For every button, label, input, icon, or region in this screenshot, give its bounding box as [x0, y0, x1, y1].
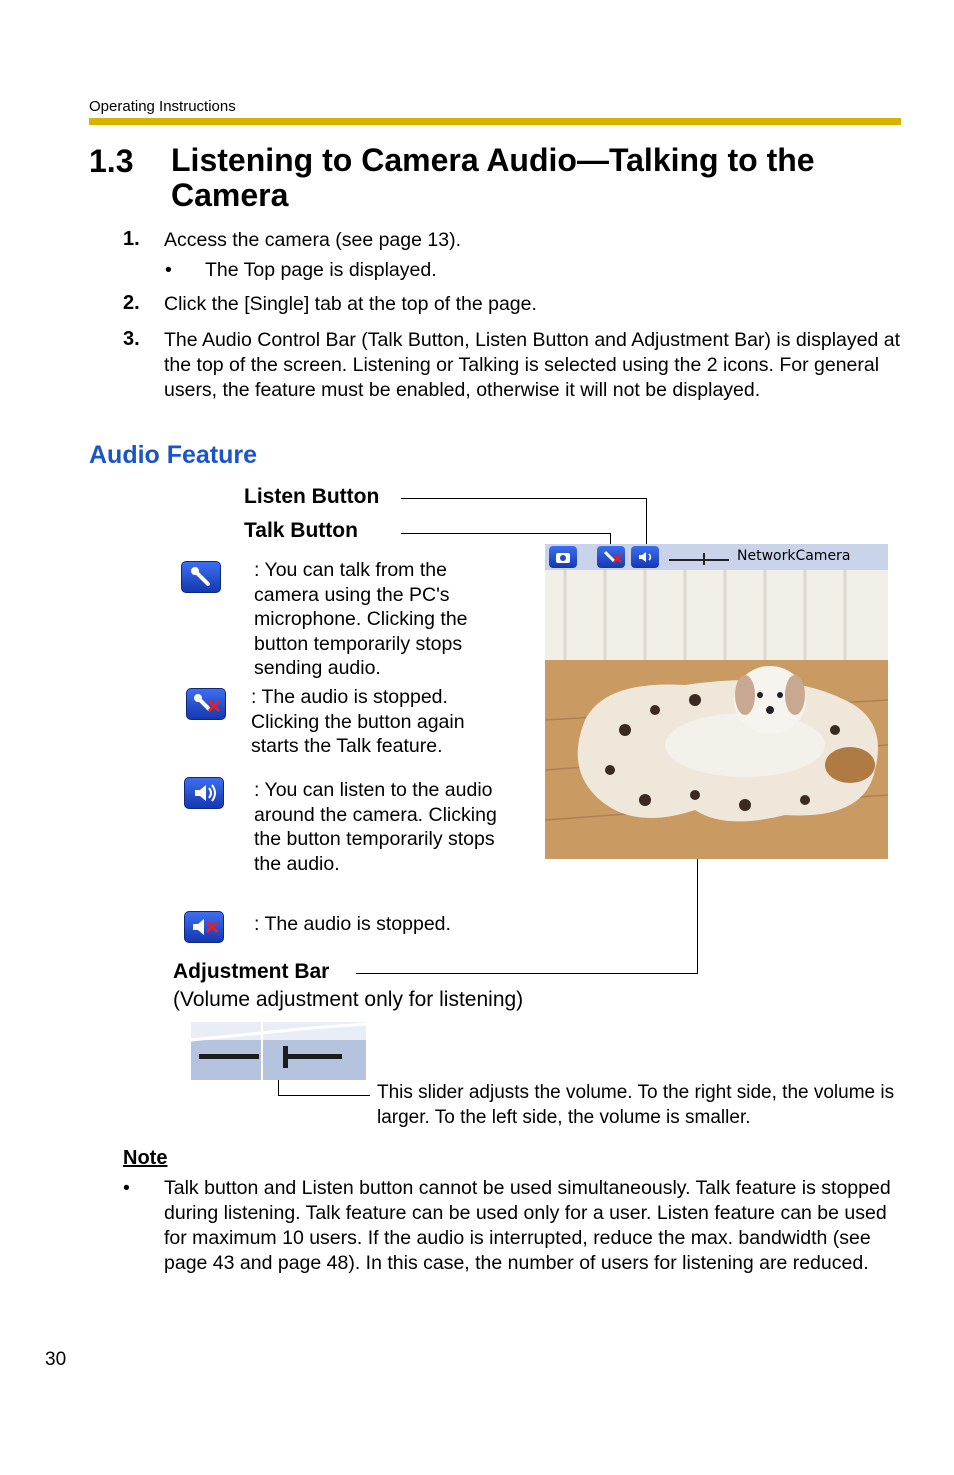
camera-icon[interactable] — [549, 546, 577, 568]
running-head: Operating Instructions — [89, 98, 236, 115]
slider-leader-v — [278, 1080, 279, 1095]
step-1-text: Access the camera (see page 13). — [164, 229, 461, 251]
listen-leader-v — [646, 498, 647, 546]
slider-leader-h — [278, 1095, 370, 1096]
note-bullet-mark: • — [123, 1177, 130, 1199]
header-rule — [89, 118, 901, 125]
listen-stopped-icon — [184, 911, 224, 943]
talk-button-label: Talk Button — [244, 519, 358, 542]
listen-button[interactable] — [631, 546, 659, 568]
audio-control-bar — [545, 544, 888, 570]
listen-stopped-desc: : The audio is stopped. — [254, 913, 451, 935]
adjustment-bar-sublabel: (Volume adjustment only for listening) — [173, 988, 524, 1011]
step-3-text: The Audio Control Bar (Talk Button, Listen Button and Adjustment Bar) is displayed at the top of the screen. Listening or Talking is selected using the 2 icons. For general users, the feature must be enabled, otherwise it will not be displayed. — [164, 329, 900, 401]
slider-zoom-image — [191, 1022, 366, 1080]
talk-stopped-desc: : The audio is stopped. Clicking the button again starts the Talk feature. — [251, 686, 465, 757]
note-text: Talk button and Listen button cannot be used simultaneously. Talk feature is stopped during listening. Talk feature can be used only for a user. Listen feature can be used for maximum 10 users. If the audio is interrupted, reduce the max. bandwidth (see page 43 and page 48). In this case, the number of users for listening are reduced. — [164, 1177, 891, 1274]
slider-description: This slider adjusts the volume. To the right side, the volume is larger. To the left side, the volume is smaller. — [377, 1082, 895, 1128]
talk-icon — [181, 561, 221, 593]
adjustment-bar-label: Adjustment Bar — [173, 960, 330, 983]
note-heading: Note — [123, 1147, 168, 1169]
volume-slider-handle[interactable] — [703, 553, 705, 565]
listen-icon — [184, 777, 224, 809]
talk-leader-h — [401, 533, 611, 534]
step-1-number: 1. — [123, 228, 140, 250]
talk-icon-desc: : You can talk from the camera using the PC's microphone. Clicking the button temporarily stops sending audio. — [254, 559, 468, 679]
section-title: Listening to Camera Audio—Talking to the Camera — [171, 142, 815, 213]
step-2-number: 2. — [123, 292, 140, 314]
page-number: 30 — [45, 1349, 67, 1370]
audio-feature-heading: Audio Feature — [89, 441, 258, 469]
section-number: 1.3 — [89, 143, 134, 179]
adjust-leader-h — [356, 973, 698, 974]
step-1-bullet-mark: • — [165, 259, 172, 281]
talk-stopped-icon — [186, 688, 226, 720]
listen-button-label: Listen Button — [244, 485, 380, 508]
step-1-bullet-text: The Top page is displayed. — [205, 259, 437, 281]
step-3-number: 3. — [123, 328, 140, 350]
volume-slider-track[interactable] — [669, 559, 729, 561]
step-2-text: Click the [Single] tab at the top of the page. — [164, 293, 537, 315]
talk-button[interactable] — [597, 546, 625, 568]
listen-leader-h — [401, 498, 647, 499]
camera-name: NetworkCamera — [737, 548, 851, 564]
listen-icon-desc: : You can listen to the audio around the camera. Clicking the button temporarily stops the audio. — [254, 779, 497, 875]
camera-image — [545, 570, 888, 859]
